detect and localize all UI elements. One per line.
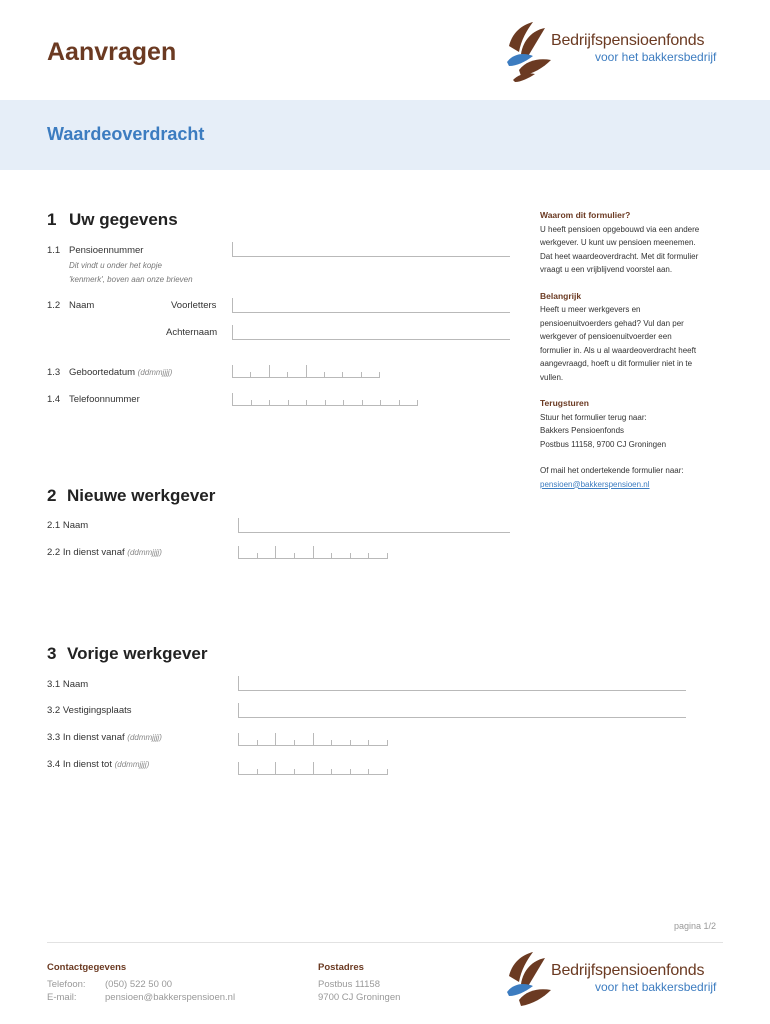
section-title: Nieuwe werkgever xyxy=(67,486,216,505)
voorletters-label: Voorletters xyxy=(171,300,217,311)
field-1-1-hint: Dit vindt u onder het kopje xyxy=(69,261,162,270)
nieuwe-werkgever-datum-input[interactable] xyxy=(238,546,388,559)
vorige-werkgever-datum-vanaf-input[interactable] xyxy=(238,733,388,746)
contact-heading: Contactgegevens xyxy=(47,962,127,973)
achternaam-label: Achternaam xyxy=(166,327,218,338)
section-title: Uw gegevens xyxy=(69,210,178,229)
footer-divider xyxy=(47,942,723,943)
logo-subtitle: voor het bakkersbedrijf xyxy=(595,980,717,994)
postal-heading: Postadres xyxy=(318,962,364,973)
sidebar-heading: Waarom dit formulier? xyxy=(540,210,631,220)
field-1-2-label: 1.2 Naam xyxy=(47,300,95,311)
field-1-4-label: 1.4 Telefoonnummer xyxy=(47,394,140,405)
section-number: 1 xyxy=(47,210,57,229)
section-1-heading xyxy=(47,210,178,230)
field-1-1-label: 1.1 Pensioennummer xyxy=(47,245,144,256)
section-number: 3 xyxy=(47,644,57,663)
email-link[interactable]: pensioen@bakkerspensioen.nl xyxy=(540,479,650,489)
field-3-3-label: 3.3 In dienst vanaf (ddmmjjjj) xyxy=(47,732,162,743)
logo-subtitle: voor het bakkersbedrijf xyxy=(595,50,717,64)
phone-label: Telefoon: xyxy=(47,979,86,990)
achternaam-input[interactable] xyxy=(232,339,510,340)
logo-name: Bedrijfspensioenfonds xyxy=(551,962,705,979)
telefoonnummer-input[interactable] xyxy=(232,393,418,406)
brand-logo xyxy=(505,20,730,82)
page-number: pagina 1/2 xyxy=(674,921,717,931)
postal-line: Postbus 11158 xyxy=(318,979,380,990)
field-1-1-hint: 'kenmerk', boven aan onze brieven xyxy=(69,275,193,284)
geboortedatum-input[interactable] xyxy=(232,365,380,378)
section-title: Vorige werkgever xyxy=(67,644,208,663)
leaf-logo-icon xyxy=(505,20,553,82)
field-3-4-label: 3.4 In dienst tot (ddmmjjjj) xyxy=(47,759,150,770)
logo-name: Bedrijfspensioenfonds xyxy=(551,32,705,49)
field-2-2-label: 2.2 In dienst vanaf (ddmmjjjj) xyxy=(47,547,162,558)
info-sidebar: Waarom dit formulier? U heeft pensioen opgebouwd via een andere werkgever. U kunt uw pensioen meenemen. Dat heet waardeoverdracht. Met dit formulier vraagt u een vrijblijvend voorstel aan. Belangrijk Heeft u meer werkgevers en pensioenuitvoerders gehad? Vul dan per werkgever of pensioenuitvoerder een formulier in. Als u al waardeoverdracht heeft aangevraagd, hoeft u dit formulier niet in te vullen. Terugsturen Stuur het formulier terug naar: Bakkers Pensioenfonds Postbus 11158, 9700 CJ Groningen Of mail het ondertekende formulier naar: pensioen@bakkerspensioen.nl xyxy=(540,209,730,491)
section-number: 2 xyxy=(47,486,57,505)
postal-line: 9700 CJ Groningen xyxy=(318,992,401,1003)
footer-email[interactable]: pensioen@bakkerspensioen.nl xyxy=(105,992,236,1003)
field-2-1-label: 2.1 Naam xyxy=(47,520,89,531)
form-title: Waardeoverdracht xyxy=(47,124,205,144)
voorletters-input[interactable] xyxy=(232,312,510,313)
nieuwe-werkgever-naam-input[interactable] xyxy=(238,532,510,533)
field-3-2-label: 3.2 Vestigingsplaats xyxy=(47,705,132,716)
footer-logo xyxy=(505,950,730,1012)
vorige-werkgever-naam-input[interactable] xyxy=(238,690,686,691)
vestigingsplaats-input[interactable] xyxy=(238,717,686,718)
field-1-3-label: 1.3 Geboortedatum (ddmmjjjj) xyxy=(47,367,173,378)
section-3-heading xyxy=(47,644,207,664)
vorige-werkgever-datum-tot-input[interactable] xyxy=(238,762,388,775)
leaf-logo-icon xyxy=(505,950,553,1012)
pensioennummer-input[interactable] xyxy=(232,256,510,257)
email-label: E-mail: xyxy=(47,992,77,1003)
sidebar-heading: Belangrijk xyxy=(540,290,582,301)
field-3-1-label: 3.1 Naam xyxy=(47,679,89,690)
phone-value: (050) 522 50 00 xyxy=(105,979,173,990)
page-title: Aanvragen xyxy=(47,38,177,66)
sidebar-heading: Terugsturen xyxy=(540,398,589,408)
section-2-heading xyxy=(47,486,215,506)
